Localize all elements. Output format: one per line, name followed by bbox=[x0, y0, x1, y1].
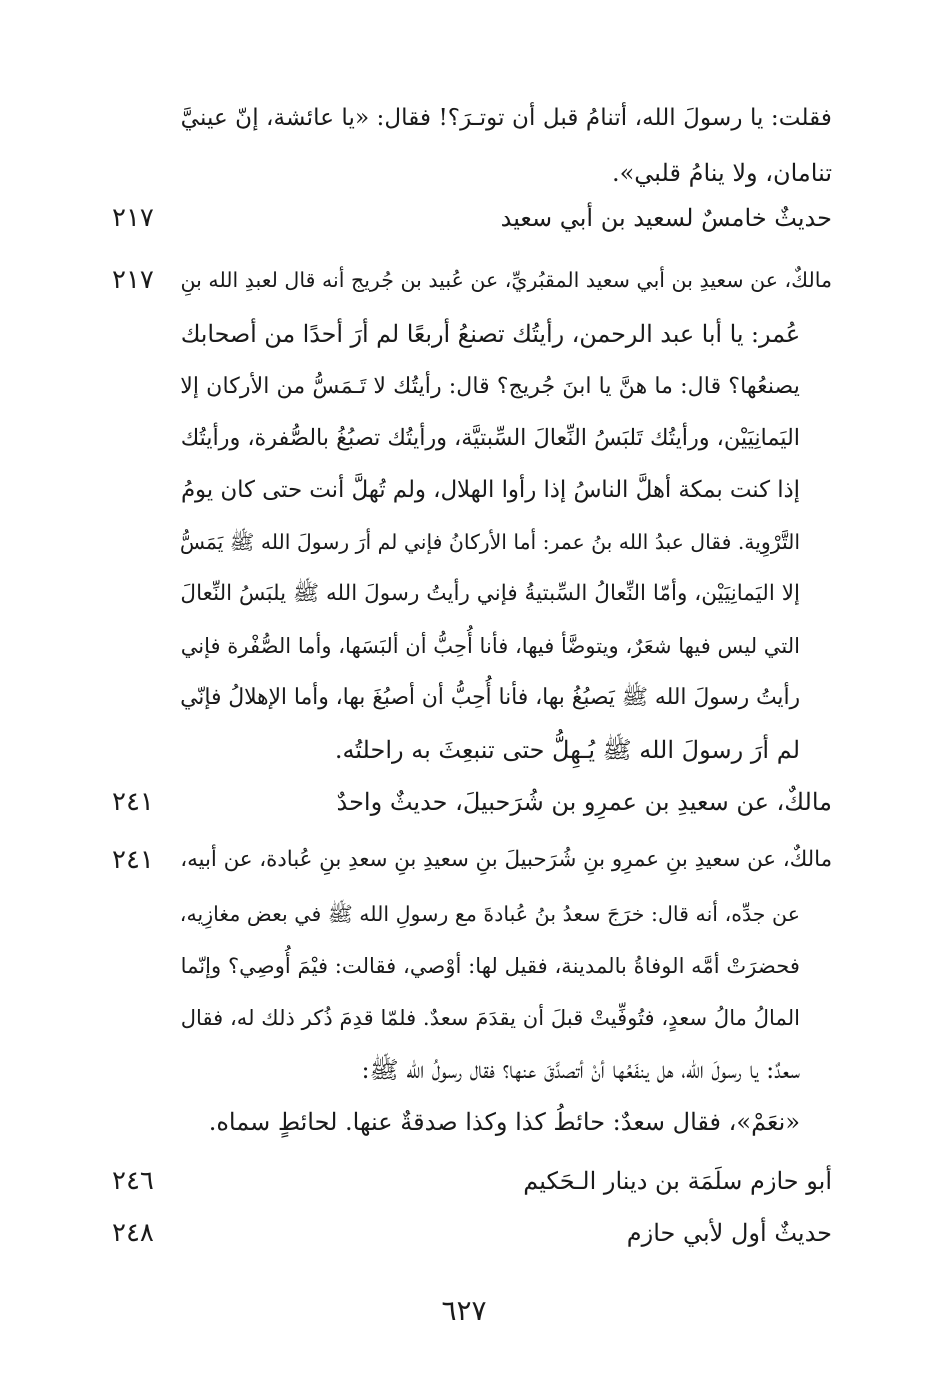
text-line-2: تنامان، ولا ينامُ قلبي». bbox=[611, 159, 832, 187]
text-line-16: عن جدِّه، أنه قال: خرَجَ سعدُ بنُ عُبادةَ مع رسولِ الله ﷺ في بعض مغازِيه، bbox=[179, 902, 800, 926]
text-line-1: فقلت: يا رسولَ الله، أتنامُ قبل أن توتـرَ؟! فقال: «يا عائشة، إنّ عينيَّ bbox=[180, 104, 832, 131]
heading-said-ibn-amr: مالكٌ، عن سعيدِ بن عمرِو بن شُرَحبيلَ، حديثٌ واحدٌ bbox=[336, 788, 832, 816]
text-line-5: عُمر: يا أبا عبد الرحمن، رأيتُك تصنعُ أربعًا لم أرَ أحدًا من أصحابك bbox=[180, 320, 800, 348]
page-number: ٦٢٧ bbox=[441, 1294, 487, 1327]
heading-hadith-5: حديثٌ خامسٌ لسعيد بن أبي سعيد bbox=[500, 204, 832, 232]
text-line-6: يصنعُها؟ قال: ما هنَّ يا ابنَ جُريج؟ قال: رأيتُك لا تَـمَسُّ من الأركان إلا bbox=[180, 373, 800, 399]
margin-number: ٢٤٨ bbox=[112, 1218, 154, 1248]
text-line-7: اليَمانِيَيْن، ورأيتُك تَلبَسُ النِّعالَ السِّبتيَّة، ورأيتُك تصبُغُ بالصُّفرة، ورأيتُك bbox=[180, 425, 800, 451]
text-line-19: سعدٌ: يا رسولَ الله، هل ينفَعُها أنْ أتصدَّقَ عنها؟ فقال رسولُ الله ﷺ: bbox=[361, 1056, 800, 1084]
text-line-11: التي ليس فيها شعَرٌ، ويتوضَّأ فيها، فأنا أُحِبُّ أن ألبَسَها، وأما الصُّفْرة فإني bbox=[180, 633, 800, 658]
heading-first-hadith-abu-hazim: حديثٌ أول لأبي حازم bbox=[626, 1219, 832, 1247]
text-line-15: مالكٌ، عن سعيدِ بنِ عمرِو بنِ شُرَحبيلَ بنِ سعيدِ بنِ سعدِ بنِ عُبادة، عن أبيه، bbox=[180, 847, 832, 872]
margin-number: ٢٤١ bbox=[112, 787, 154, 817]
text-line-4: مالكٌ، عن سعيدِ بن أبي سعيد المقبُريِّ، عن عُبيد بن جُريج أنه قال لعبدِ الله بنِ bbox=[180, 268, 832, 292]
margin-number: ٢١٧ bbox=[112, 203, 154, 233]
text-line-18: المالُ مالُ سعدٍ، فتُوفِّيتْ قبلَ أن يقدَمَ سعدٌ. فلمّا قدِمَ ذُكر ذلك له، فقال bbox=[180, 1005, 800, 1030]
text-line-20: «نعَمْ»، فقال سعدٌ: حائطُ كذا وكذا صدقةٌ عنها. لحائطٍ سماه. bbox=[208, 1108, 800, 1136]
text-line-9: التَّرْوِية. فقال عبدُ الله بنُ عمر: أما الأركانُ فإني لم أرَ رسولَ الله ﷺ يَمَسُّ bbox=[179, 530, 800, 554]
heading-abu-hazim: أبو حازم سلَمَة بن دينار الـحَكيم bbox=[523, 1167, 832, 1195]
text-line-10: إلا اليَمانِيَيْن، وأمّا النِّعالُ السِّبتيةُ فإني رأيتُ رسولَ الله ﷺ يلبَسُ النِّعالَ bbox=[180, 581, 800, 606]
margin-number: ٢٤١ bbox=[112, 845, 154, 875]
text-line-8: إذا كنت بمكة أهلَّ الناسُ إذا رأوا الهلال، ولم تُهلَّ أنت حتى كان يومُ bbox=[180, 477, 800, 503]
text-line-13: لم أرَ رسولَ الله ﷺ يُـهِلُّ حتى تنبعِثَ به راحلتُه. bbox=[334, 736, 800, 764]
margin-number: ٢١٧ bbox=[112, 265, 154, 295]
text-line-12: رأيتُ رسولَ الله ﷺ يَصبُغُ بها، فأنا أُحِبُّ أن أصبُغَ بها، وأما الإهلالُ فإنّي bbox=[180, 685, 800, 710]
text-line-17: فحضرَتْ أمَّه الوفاةُ بالمدينة، فقيل لها: أوْصي، فقالت: فيْمَ أُوصِي؟ وإنّما bbox=[180, 953, 800, 978]
margin-number: ٢٤٦ bbox=[112, 1166, 154, 1196]
